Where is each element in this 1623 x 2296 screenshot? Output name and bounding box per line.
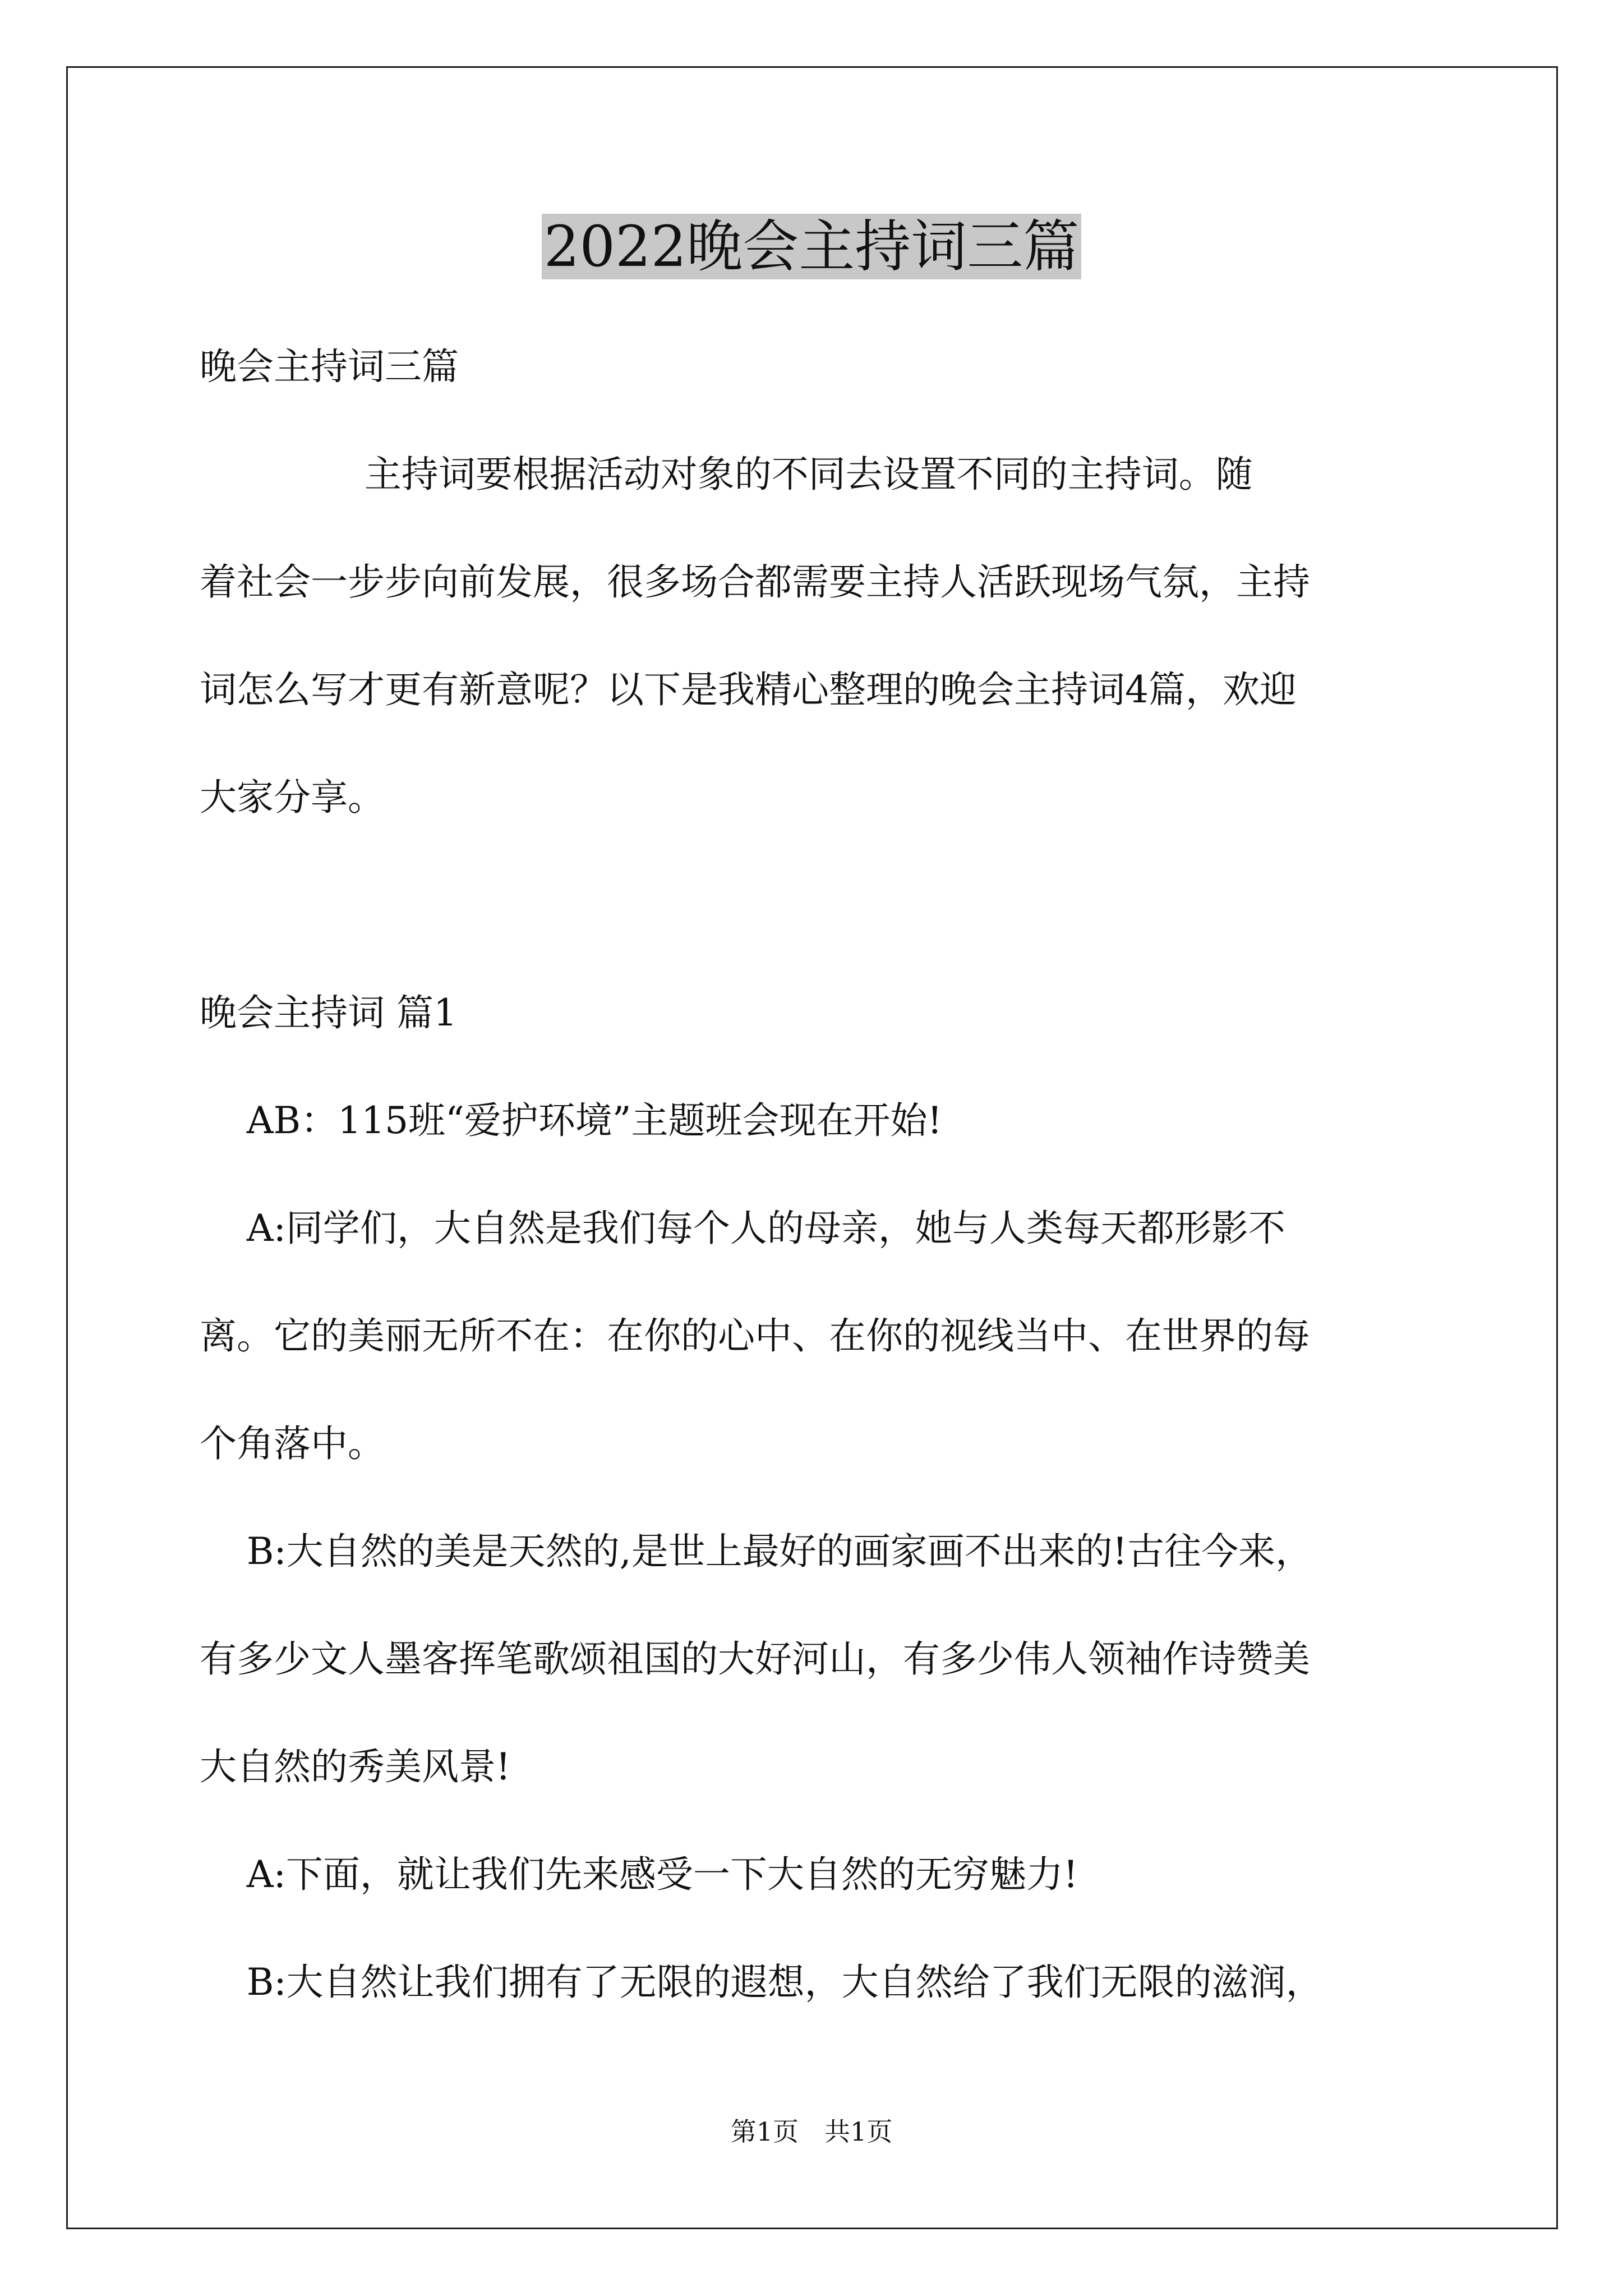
intro-line-3: 词怎么写才更有新意呢？以下是我精心整理的晚会主持词4篇，欢迎 — [200, 668, 1297, 711]
document-body — [200, 313, 1433, 2036]
document-title — [0, 208, 1623, 286]
section-heading: 晚会主持词 篇1 — [200, 991, 457, 1034]
subtitle: 晚会主持词三篇 — [200, 345, 459, 388]
paragraph-line-3: 离。它的美丽无所不在：在你的心中、在你的视线当中、在世界的每 — [200, 1314, 1310, 1358]
intro-line-4: 大家分享。 — [200, 776, 385, 819]
paragraph-line-4: 个角落中。 — [200, 1422, 385, 1465]
paragraph-line-9: B:大自然让我们拥有了无限的遐想，大自然给了我们无限的滋润， — [200, 1961, 1323, 2004]
page-footer: 第1页 共1页 — [730, 2116, 893, 2147]
paragraph-line-8: A:下面，就让我们先来感受一下大自然的无穷魅力! — [200, 1853, 1078, 1896]
spacer-line — [200, 852, 1433, 959]
intro-line-2: 着社会一步步向前发展，很多场合都需要主持人活跃现场气氛，主持 — [200, 560, 1310, 604]
document-title-text: 2022晚会主持词三篇 — [542, 214, 1082, 279]
paragraph-line-1: AB：115班“爱护环境”主题班会现在开始! — [200, 1099, 943, 1142]
paragraph-line-6: 有多少文人墨客挥笔歌颂祖国的大好河山，有多少伟人领袖作诗赞美 — [200, 1637, 1310, 1681]
paragraph-line-7: 大自然的秀美风景! — [200, 1745, 511, 1788]
intro-line-1: 主持词要根据活动对象的不同去设置不同的主持词。随 — [200, 453, 1253, 496]
paragraph-line-2: A:同学们，大自然是我们每个人的母亲，她与人类每天都形影不 — [200, 1207, 1285, 1250]
paragraph-line-5: B:大自然的美是天然的,是世上最好的画家画不出来的!古往今来， — [200, 1530, 1313, 1573]
